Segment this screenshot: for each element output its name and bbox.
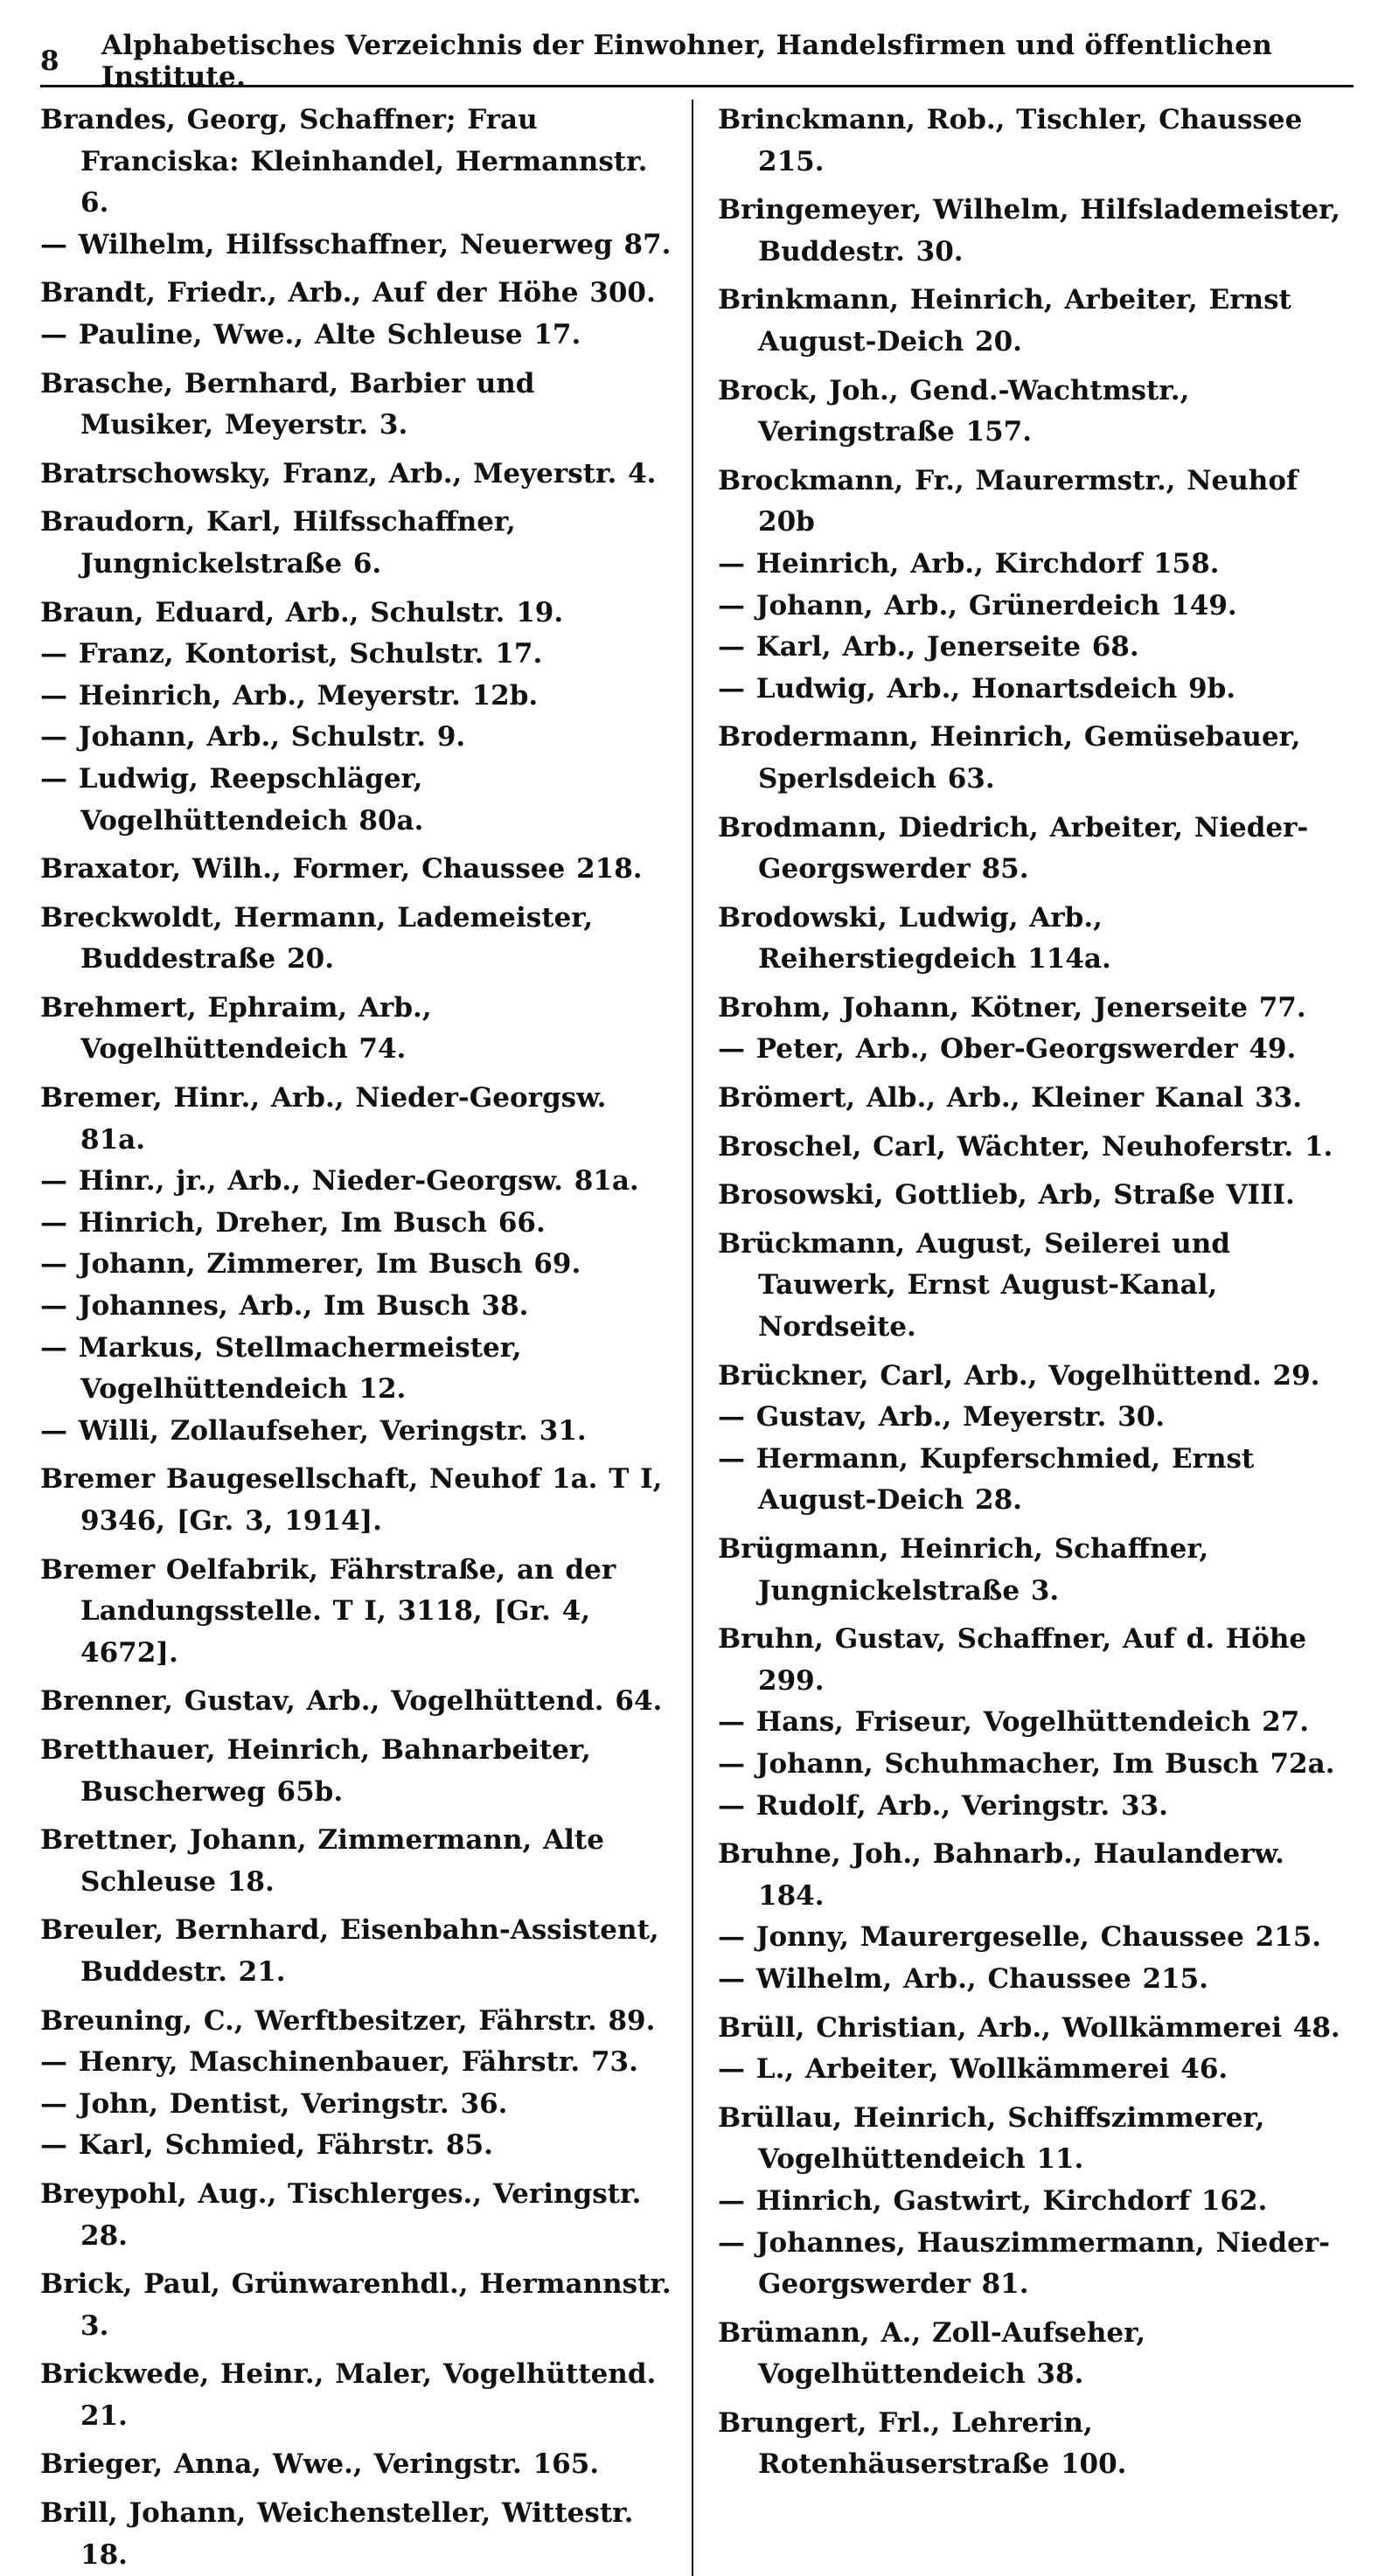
directory-entry: Brinkmann, Heinrich, Arbeiter, Ernst August-Deich 20.	[718, 284, 1291, 358]
directory-entry: — Karl, Arb., Jenerseite 68.	[718, 631, 1139, 663]
directory-entry: — Peter, Arb., Ober-Georgswerder 49.	[718, 1033, 1297, 1066]
directory-entry: Brandes, Georg, Schaffner; Frau Franciska: Kleinhandel, Hermannstr. 6.	[40, 104, 648, 219]
directory-entry: Bruhne, Joh., Bahnarb., Haulanderw. 184.	[718, 1838, 1284, 1912]
directory-entry: Brenner, Gustav, Arb., Vogelhüttend. 64.	[40, 1685, 663, 1718]
directory-entry: — Henry, Maschinenbauer, Fährstr. 73.	[40, 2046, 638, 2079]
directory-entry: Brodmann, Diedrich, Arbeiter, Nieder-Georgswerder 85.	[718, 811, 1309, 885]
right-column	[692, 100, 1354, 2576]
directory-entry: — Johannes, Hauszimmermann, Nieder-Georgswerder 81.	[718, 2226, 1330, 2301]
page-number: 8	[40, 45, 59, 77]
directory-entry: Bretthauer, Heinrich, Bahnarbeiter, Buscherweg 65b.	[40, 1733, 591, 1808]
directory-entry: Bremer Oelfabrik, Fährstraße, an der Landungsstelle. T I, 3118, [Gr. 4, 4672].	[40, 1553, 616, 1669]
directory-entry: Brodowski, Ludwig, Arb., Reiherstiegdeich 114a.	[718, 901, 1111, 976]
directory-entry: Brümann, A., Zoll-Aufseher, Vogelhüttendeich 38.	[718, 2316, 1146, 2391]
directory-entry: Brandt, Friedr., Arb., Auf der Höhe 300.	[40, 277, 656, 309]
page-header	[40, 29, 1354, 93]
directory-entry: Bringemeyer, Wilhelm, Hilfslademeister, Buddestr. 30.	[718, 194, 1340, 267]
directory-entry: Brinckmann, Rob., Tischler, Chaussee 215.	[718, 104, 1303, 177]
directory-entry: Brock, Joh., Gend.-Wachtmstr., Veringstraße 157.	[718, 374, 1190, 448]
directory-entry: — Johann, Zimmerer, Im Busch 69.	[40, 1248, 581, 1281]
page-title: Alphabetisches Verzeichnis der Einwohner, Handelsfirmen und öffentlichen Institute.	[101, 29, 1273, 93]
directory-entry: Braun, Eduard, Arb., Schulstr. 19.	[40, 596, 564, 628]
directory-entry: Breypohl, Aug., Tischlerges., Veringstr. 28.	[40, 2177, 642, 2252]
directory-entry: Broschel, Carl, Wächter, Neuhoferstr. 1.	[718, 1130, 1333, 1163]
directory-entry: — Heinrich, Arb., Kirchdorf 158.	[718, 547, 1220, 580]
directory-entry: — Johann, Arb., Schulstr. 9.	[40, 721, 466, 753]
directory-entry: — Heinrich, Arb., Meyerstr. 12b.	[40, 679, 539, 712]
directory-entry: — Wilhelm, Arb., Chaussee 215.	[718, 1962, 1208, 1995]
directory-entry: — L., Arbeiter, Wollkämmerei 46.	[718, 2053, 1228, 2086]
directory-entry: Bratrschowsky, Franz, Arb., Meyerstr. 4.	[40, 457, 657, 490]
directory-entry: Brungert, Frl., Lehrerin, Rotenhäuserstraße 100.	[718, 2406, 1127, 2481]
directory-entry: — Hinrich, Gastwirt, Kirchdorf 162.	[718, 2184, 1268, 2217]
directory-entry: Brohm, Johann, Kötner, Jenerseite 77.	[718, 991, 1306, 1024]
directory-entry: Bremer, Hinr., Arb., Nieder-Georgsw. 81a.	[40, 1082, 607, 1156]
directory-entry: — John, Dentist, Veringstr. 36.	[40, 2087, 508, 2120]
directory-entry: — Wilhelm, Hilfsschaffner, Neuerweg 87.	[40, 228, 672, 260]
directory-entry: Brickwede, Heinr., Maler, Vogelhüttend. 21.	[40, 2358, 657, 2432]
directory-entry: Brehmert, Ephraim, Arb., Vogelhüttendeich 74.	[40, 991, 432, 1066]
directory-entry: — Rudolf, Arb., Veringstr. 33.	[718, 1789, 1168, 1822]
directory-entry: — Franz, Kontorist, Schulstr. 17.	[40, 638, 543, 670]
left-column	[40, 100, 692, 2576]
directory-entry: Brockmann, Fr., Maurermstr., Neuhof 20b	[718, 464, 1298, 538]
directory-entry: — Ludwig, Reepschläger, Vogelhüttendeich 80a.	[40, 762, 424, 837]
directory-entry: — Hinr., jr., Arb., Nieder-Georgsw. 81a.	[40, 1165, 639, 1198]
directory-entry: Brosowski, Gottlieb, Arb, Straße VIII.	[718, 1179, 1295, 1212]
directory-entry: — Gustav, Arb., Meyerstr. 30.	[718, 1401, 1166, 1434]
directory-entry: — Hermann, Kupferschmied, Ernst August-Deich 28.	[718, 1442, 1255, 1517]
directory-entry: Brill, Johann, Weichensteller, Wittestr. 18.	[40, 2497, 634, 2571]
directory-entry: Brick, Paul, Grünwarenhdl., Hermannstr. 3.	[40, 2268, 672, 2342]
directory-entry: Breuler, Bernhard, Eisenbahn-Assistent, Buddestr. 21.	[40, 1914, 659, 1988]
directory-entry: — Willi, Zollaufseher, Veringstr. 31.	[40, 1414, 587, 1447]
directory-entry: Bremer Baugesellschaft, Neuhof 1a. T I, 9346, [Gr. 3, 1914].	[40, 1463, 663, 1537]
directory-entry: — Hinrich, Dreher, Im Busch 66.	[40, 1206, 546, 1239]
directory-entry: Brückmann, August, Seilerei und Tauwerk, Ernst August-Kanal, Nordseite.	[718, 1227, 1230, 1344]
directory-entry: — Hans, Friseur, Vogelhüttendeich 27.	[718, 1706, 1310, 1739]
directory-entry: Brettner, Johann, Zimmermann, Alte Schleuse 18.	[40, 1824, 604, 1898]
directory-entry: Brügmann, Heinrich, Schaffner, Jungnickelstraße 3.	[718, 1533, 1209, 1607]
directory-entry: — Karl, Schmied, Fährstr. 85.	[40, 2129, 493, 2162]
directory-entry: Braudorn, Karl, Hilfsschaffner, Jungnickelstraße 6.	[40, 506, 516, 580]
directory-entry: Brodermann, Heinrich, Gemüsebauer, Sperlsdeich 63.	[718, 721, 1301, 795]
directory-entry: Bruhn, Gustav, Schaffner, Auf d. Höhe 299.	[718, 1623, 1307, 1697]
directory-entry: — Markus, Stellmachermeister, Vogelhüttendeich 12.	[40, 1331, 522, 1406]
directory-entry: Brieger, Anna, Wwe., Veringstr. 165.	[40, 2448, 600, 2481]
directory-columns	[40, 100, 1354, 2576]
directory-entry: — Johannes, Arb., Im Busch 38.	[40, 1290, 529, 1323]
directory-entry: Brüllau, Heinrich, Schiffszimmerer, Vogelhüttendeich 11.	[718, 2101, 1265, 2176]
directory-entry: Brasche, Bernhard, Barbier und Musiker, Meyerstr. 3.	[40, 367, 535, 441]
directory-entry: Brömert, Alb., Arb., Kleiner Kanal 33.	[718, 1082, 1303, 1114]
directory-entry: Brückner, Carl, Arb., Vogelhüttend. 29.	[718, 1359, 1320, 1392]
directory-entry: Breuning, C., Werftbesitzer, Fährstr. 89.	[40, 2004, 656, 2037]
directory-entry: Braxator, Wilh., Former, Chaussee 218.	[40, 853, 643, 885]
directory-entry: — Johann, Schuhmacher, Im Busch 72a.	[718, 1747, 1335, 1780]
directory-entry: — Pauline, Wwe., Alte Schleuse 17.	[40, 318, 581, 351]
directory-entry: — Johann, Arb., Grünerdeich 149.	[718, 589, 1237, 621]
directory-entry: Brüll, Christian, Arb., Wollkämmerei 48.	[718, 2011, 1340, 2044]
directory-entry: — Jonny, Maurergeselle, Chaussee 215.	[718, 1921, 1322, 1954]
directory-entry: — Ludwig, Arb., Honartsdeich 9b.	[718, 672, 1236, 705]
directory-entry: Breckwoldt, Hermann, Lademeister, Buddestraße 20.	[40, 901, 594, 976]
